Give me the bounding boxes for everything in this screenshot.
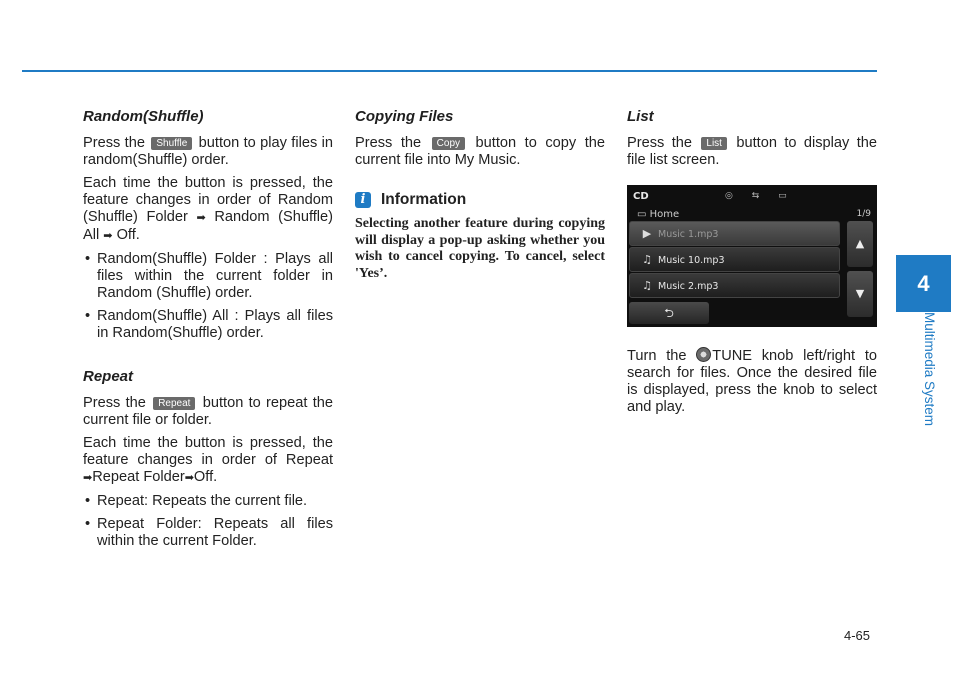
repeat-intro: Press the Repeat button to repeat the current file or folder. [83, 395, 334, 428]
repeat-heading: Repeat [83, 368, 134, 385]
page-number: 4-65 [844, 628, 871, 643]
chapter-tab: 4 [896, 255, 951, 312]
file-row: ♫ Music 10.mp3 [629, 247, 840, 272]
play-icon: ▶ [642, 227, 652, 240]
folder-icon: ▭ [637, 209, 647, 220]
random-order: Each time the button is pressed, the feature changes in order of Random (Shuffle) Folder ➡ Random (Shuffle) All ➡ Off. [83, 175, 334, 243]
file-count: 1/9 [856, 209, 871, 219]
list-item: • Random(Shuffle) Folder : Plays all files within the current folder in Random (Shuffle) order. [83, 251, 333, 302]
list-button: List [701, 137, 727, 150]
scroll-down-icon: ▼ [847, 271, 873, 317]
arrow-icon: ➡ [184, 472, 194, 484]
information-body: Selecting another feature during copying will display a pop-up asking whether you wish to cancel copying. To cancel, select 'Yes’. [355, 216, 605, 281]
random-bullets [83, 251, 333, 342]
repeat-button: Repeat [153, 397, 195, 410]
folder-path: ▭ Home [637, 209, 680, 220]
column-right [627, 108, 877, 422]
shuffle-button: Shuffle [151, 137, 192, 150]
column-middle [355, 108, 605, 282]
arrow-icon: ➡ [196, 212, 206, 224]
arrow-icon: ➡ [103, 230, 113, 242]
file-list-screenshot [627, 185, 877, 327]
arrow-icon: ➡ [83, 472, 93, 484]
copying-intro: Press the Copy button to copy the current file into My Music. [355, 135, 605, 168]
random-intro: Press the Shuffle button to play files in random(Shuffle) order. [83, 135, 333, 168]
repeat-bullets [83, 493, 333, 550]
list-item: • Random(Shuffle) All : Plays all files in Random(Shuffle) order. [83, 308, 333, 342]
column-left [83, 108, 333, 556]
file-row: ♫ Music 2.mp3 [629, 273, 840, 298]
music-note-icon: ♫ [642, 279, 652, 292]
scroll-up-icon: ▲ [847, 221, 873, 267]
back-icon: ⮌ [629, 302, 709, 324]
list-intro: Press the List button to display the file list screen. [627, 135, 877, 168]
status-icons: ◎ ⇆ ▭ [725, 191, 795, 201]
list-item: • Repeat: Repeats the current file. [83, 493, 333, 510]
tune-instructions: Turn the TUNE knob left/right to search for files. Once the desired file is displayed, press the knob to select and play. [627, 348, 878, 415]
chapter-title: Multimedia System [922, 312, 937, 427]
source-label: CD [633, 191, 649, 202]
list-heading: List [627, 108, 654, 125]
file-row: ▶ Music 1.mp3 [629, 221, 840, 246]
random-heading: Random(Shuffle) [83, 108, 204, 125]
copying-heading: Copying Files [355, 108, 454, 125]
tune-knob-icon [696, 347, 711, 362]
info-icon: i [355, 192, 371, 208]
list-item: • Repeat Folder: Repeats all files within the current Folder. [83, 516, 333, 550]
information-title: Information [381, 191, 467, 208]
top-rule [22, 70, 877, 72]
music-note-icon: ♫ [642, 253, 652, 266]
repeat-order: Each time the button is pressed, the feature changes in order of Repeat ➡Repeat Folder➡Off. [83, 435, 333, 485]
copy-button: Copy [432, 137, 465, 150]
information-header [355, 191, 605, 208]
